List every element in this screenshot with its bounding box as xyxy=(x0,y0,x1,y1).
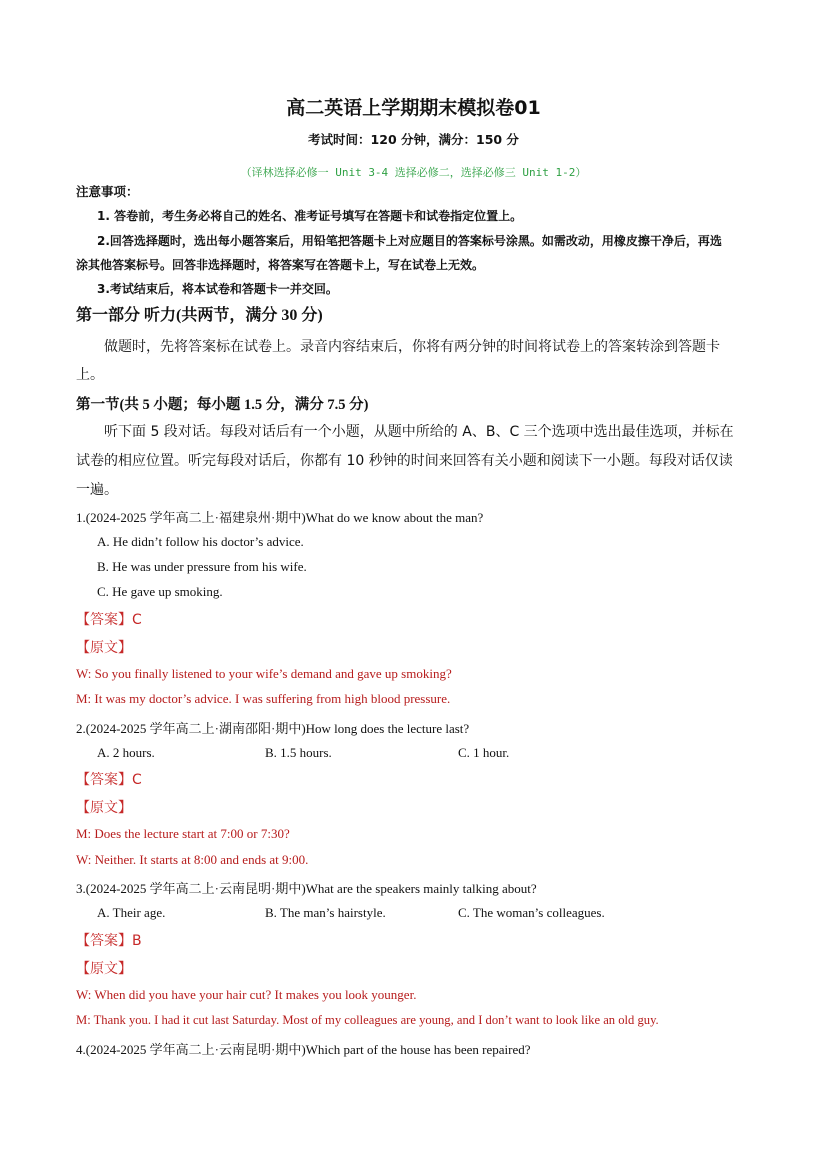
question-2-transcript-line-1: M: Does the lecture start at 7:00 or 7:30? xyxy=(76,826,290,841)
notice-heading: 注意事项： xyxy=(76,184,139,199)
question-2-answer: 【答案】C xyxy=(76,772,142,788)
question-1-answer: 【答案】C xyxy=(76,612,142,628)
question-3-transcript-line-2: M: Thank you. I had it cut last Saturday. Most of my colleagues are young, and I don’t want to look like an old guy. xyxy=(76,1013,659,1027)
question-1-option-a: A. He didn’t follow his doctor’s advice. xyxy=(97,534,304,549)
section1-title: 第一节(共 5 小题；每小题 1.5 分，满分 7.5 分) xyxy=(76,397,369,413)
section1-instruction-b: 试卷的相应位置。听完每段对话后，你都有 10 秒钟的时间来回答有关小题和阅读下一小题。每段对话仅读 xyxy=(76,453,733,469)
question-3-answer: 【答案】B xyxy=(76,933,142,949)
notice-item-1: 1. 答卷前，考生务必将自己的姓名、准考证号填写在答题卡和试卷指定位置上。 xyxy=(97,209,523,223)
page-title: 高二英语上学期期末模拟卷01 xyxy=(286,97,541,119)
exam-info: 考试时间：120 分钟，满分：150 分 xyxy=(308,132,519,147)
question-3-option-b: B. The man’s hairstyle. xyxy=(265,905,386,920)
section1-instruction-c: 一遍。 xyxy=(76,482,118,498)
question-2-option-a: A. 2 hours. xyxy=(97,745,155,760)
part1-instruction-a: 做题时，先将答案标在试卷上。录音内容结束后，你将有两分钟的时间将试卷上的答案转涂到答题卡 xyxy=(104,339,720,355)
notice-item-2a: 2.回答选择题时，选出每小题答案后，用铅笔把答题卡上对应题目的答案标号涂黑。如需改动，用橡皮擦干净后，再选 xyxy=(97,234,722,248)
part1-instruction-b: 上。 xyxy=(76,367,104,383)
section1-instruction-a: 听下面 5 段对话。每段对话后有一个小题，从题中所给的 A、B、C 三个选项中选出最佳选项，并标在 xyxy=(104,424,734,440)
question-4-stem: 4.(2024-2025 学年高二上·云南昆明·期中)Which part of the house has been repaired? xyxy=(76,1042,531,1057)
question-1-transcript-line-2: M: It was my doctor’s advice. I was suffering from high blood pressure. xyxy=(76,691,451,706)
question-2-option-b: B. 1.5 hours. xyxy=(265,745,332,760)
question-1-option-b: B. He was under pressure from his wife. xyxy=(97,559,307,574)
exam-scope: （译林选择必修一 Unit 3-4 选择必修二，选择必修三 Unit 1-2） xyxy=(240,166,587,179)
part1-title: 第一部分 听力(共两节，满分 30 分) xyxy=(76,307,323,324)
question-2-transcript-label: 【原文】 xyxy=(76,800,132,816)
question-2-option-c: C. 1 hour. xyxy=(458,745,510,760)
question-1-transcript-label: 【原文】 xyxy=(76,640,132,656)
question-2-stem: 2.(2024-2025 学年高二上·湖南邵阳·期中)How long does the lecture last? xyxy=(76,721,470,736)
question-3-option-a: A. Their age. xyxy=(97,905,166,920)
question-1-stem: 1.(2024-2025 学年高二上·福建泉州·期中)What do we know about the man? xyxy=(76,510,484,525)
notice-item-3: 3.考试结束后，将本试卷和答题卡一并交回。 xyxy=(97,282,338,296)
question-1-transcript-line-1: W: So you finally listened to your wife’s demand and gave up smoking? xyxy=(76,666,452,681)
question-3-stem: 3.(2024-2025 学年高二上·云南昆明·期中)What are the speakers mainly talking about? xyxy=(76,881,537,896)
notice-item-2b: 涂其他答案标号。回答非选择题时，将答案写在答题卡上，写在试卷上无效。 xyxy=(76,258,485,272)
question-3-option-c: C. The woman’s colleagues. xyxy=(458,905,605,920)
question-3-transcript-label: 【原文】 xyxy=(76,961,132,977)
question-1-option-c: C. He gave up smoking. xyxy=(97,584,223,599)
question-2-transcript-line-2: W: Neither. It starts at 8:00 and ends at 9:00. xyxy=(76,852,309,867)
question-3-transcript-line-1: W: When did you have your hair cut? It makes you look younger. xyxy=(76,987,417,1002)
